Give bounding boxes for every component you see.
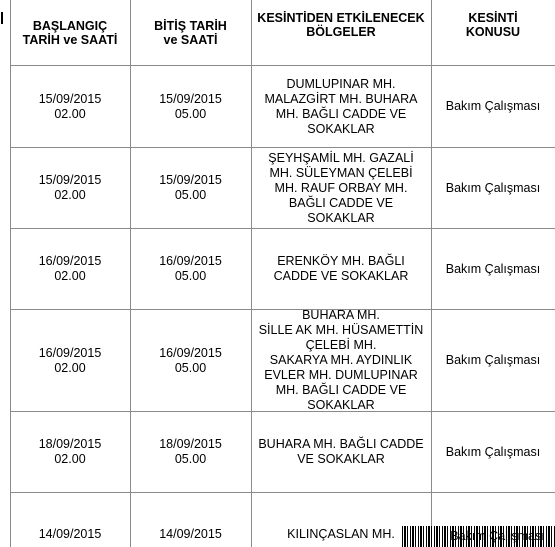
table-row-end: 15/09/2015 05.00 xyxy=(159,91,222,121)
table-row-regions: ERENKÖY MH. BAĞLI CADDE VE SOKAKLAR xyxy=(273,254,409,283)
table-row-end: 15/09/2015 05.00 xyxy=(159,173,222,202)
table-row-end: 14/09/2015 xyxy=(159,526,222,541)
table-row-start: 14/09/2015 xyxy=(38,526,102,541)
header-start-datetime: BAŞLANGIÇ TARİH ve SAATİ xyxy=(22,18,118,47)
table-row-start: 15/09/2015 02.00 xyxy=(38,173,102,202)
table-row-regions: ŞEYHŞAMİL MH. GAZALİ MH. SÜLEYMAN ÇELEBİ MH. RAUF ORBAY MH. BAĞLI CADDE VE SOKAKLAR xyxy=(268,150,414,225)
table-row-topic: Bakım Çalışması xyxy=(450,529,545,543)
header-outage-topic: KESİNTİ KONUSU xyxy=(465,11,521,39)
table-row-topic: Bakım Çalışması xyxy=(445,261,541,276)
table-row-start: 18/09/2015 02.00 xyxy=(38,437,102,466)
left-edge-mark xyxy=(0,12,3,24)
header-end-datetime: BİTİŞ TARİH ve SAATİ xyxy=(154,18,227,47)
table-row-start: 16/09/2015 02.00 xyxy=(38,345,102,375)
table-row-topic: Bakım Çalışması xyxy=(445,353,541,367)
grid-line xyxy=(10,492,555,493)
table-row-topic: Bakım Çalışması xyxy=(445,180,541,195)
table-row-end: 16/09/2015 05.00 xyxy=(159,254,222,283)
table-row-regions: DUMLUPINAR MH. MALAZGİRT MH. BUHARA MH. BAĞLI CADDE VE SOKAKLAR xyxy=(264,76,418,136)
table-row-regions: KILINÇASLAN MH. xyxy=(287,526,395,541)
table-row-topic: Bakım Çalışması xyxy=(445,444,541,459)
table-row-topic: Bakım Çalışması xyxy=(445,99,541,113)
table-row-start: 15/09/2015 02.00 xyxy=(38,91,102,121)
header-affected-regions: KESİNTİDEN ETKİLENECEK BÖLGELER xyxy=(257,11,425,39)
table-row-end: 16/09/2015 05.00 xyxy=(159,345,222,375)
table-row-regions: BUHARA MH. SİLLE AK MH. HÜSAMETTİN ÇELEBİ MH. SAKARYA MH. AYDINLIK EVLER MH. DUMLUPINAR MH. BAĞLI CADDE VE SOKAKLAR xyxy=(258,308,424,412)
table-row-regions: BUHARA MH. BAĞLI CADDE VE SOKAKLAR xyxy=(258,437,424,466)
table-row-end: 18/09/2015 05.00 xyxy=(159,437,222,466)
table-row-start: 16/09/2015 02.00 xyxy=(38,254,102,283)
